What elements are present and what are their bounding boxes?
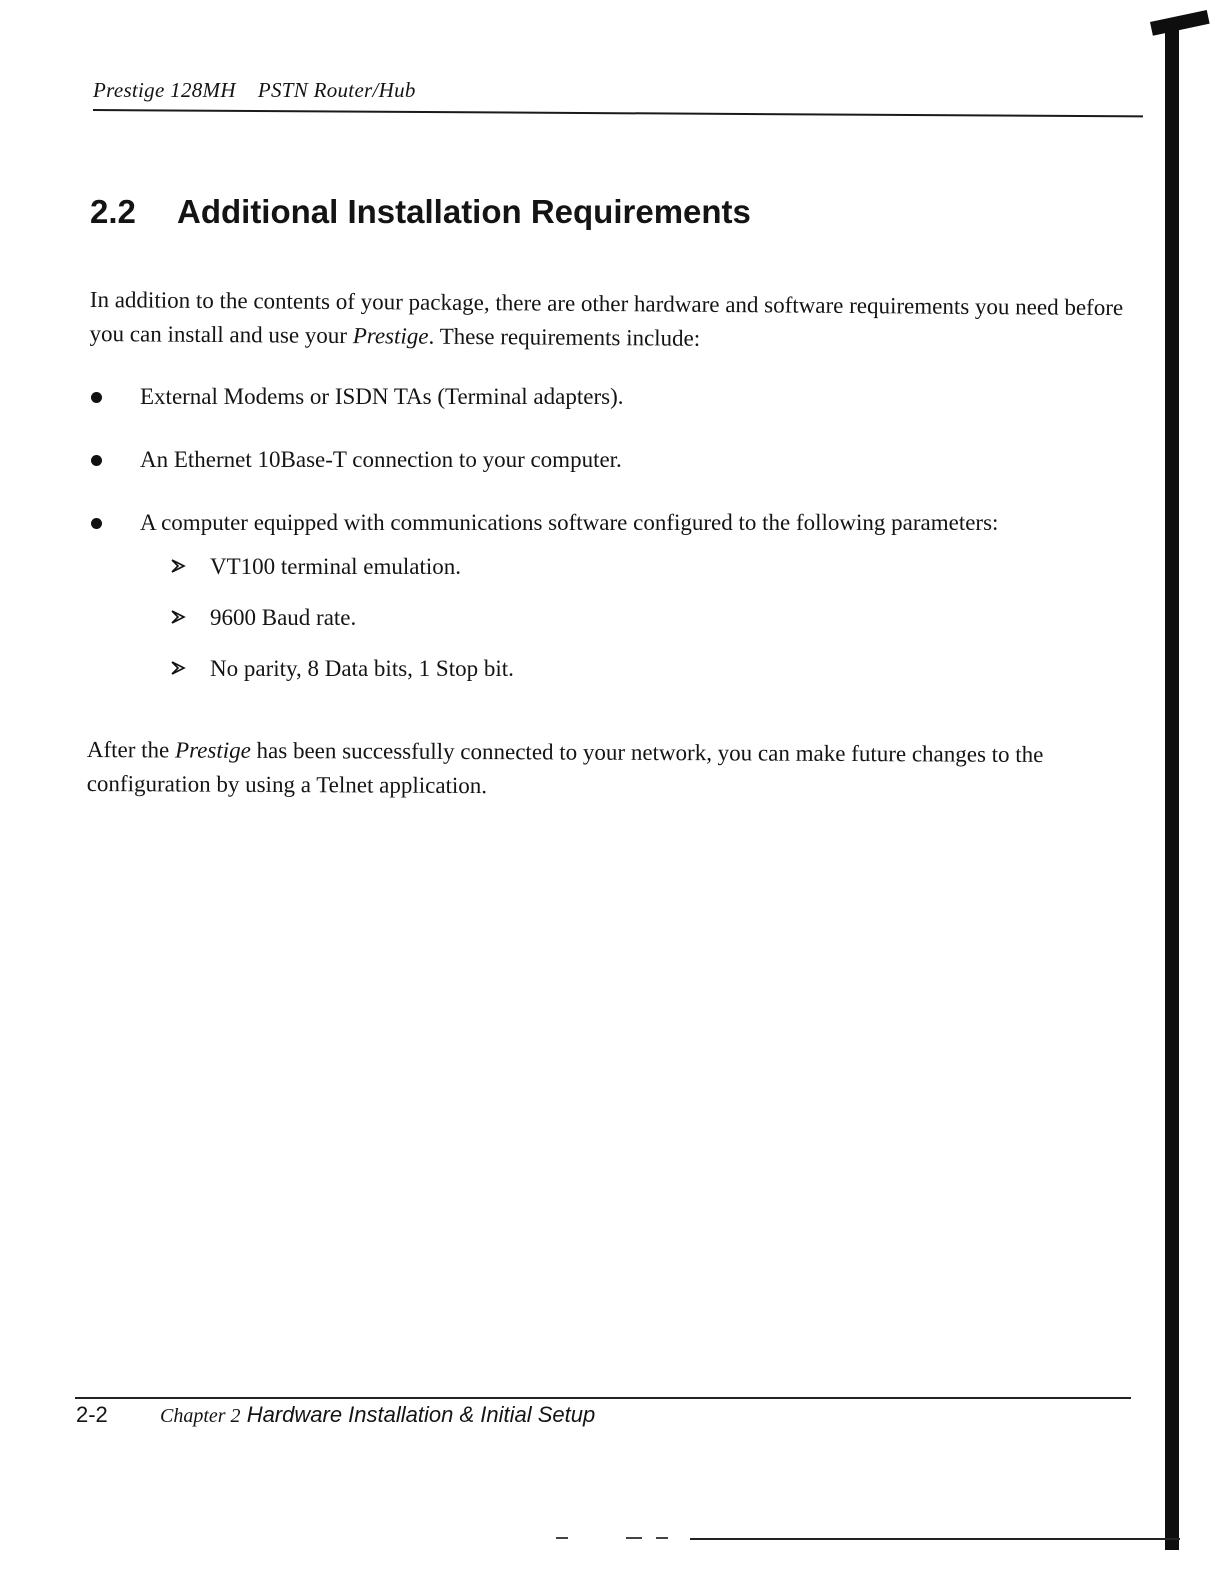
header-subtitle: PSTN Router/Hub xyxy=(257,78,416,102)
bullet-icon xyxy=(91,392,102,403)
scan-bottom-line xyxy=(690,1538,1180,1540)
scan-edge xyxy=(1165,30,1179,1550)
intro-text-1: In addition to the contents of your package, there are other hardware and software requirements you need before you can install and use your xyxy=(89,286,1124,349)
closing-text-1: After the xyxy=(86,736,176,763)
section-title-text: Additional Installation Requirements xyxy=(177,193,751,230)
scan-edge-top xyxy=(1150,10,1210,36)
intro-paragraph xyxy=(89,283,1130,359)
footer-rule xyxy=(75,1397,1131,1399)
parameter-item xyxy=(140,550,1148,584)
requirements-list xyxy=(88,380,1148,703)
header-rule xyxy=(93,109,1143,117)
requirement-text: External Modems or ISDN TAs (Terminal adapters). xyxy=(140,384,624,409)
arrow-bullet-icon xyxy=(170,558,186,574)
scan-dash xyxy=(556,1537,568,1539)
closing-paragraph xyxy=(87,733,1137,806)
list-item xyxy=(88,506,1148,686)
parameter-list xyxy=(140,550,1148,686)
arrow-bullet-icon xyxy=(170,609,186,625)
intro-product-name: Prestige xyxy=(352,323,429,349)
requirement-text: A computer equipped with communications software configured to the following parameters: xyxy=(140,510,999,535)
section-number: 2.2 xyxy=(90,193,136,230)
parameter-text: 9600 Baud rate. xyxy=(210,605,357,630)
parameter-item xyxy=(140,601,1148,635)
parameter-text: VT100 terminal emulation. xyxy=(210,554,462,579)
closing-text-2: has been successfully connected to your network, you can make future changes to the configuration by using a Telnet application. xyxy=(86,737,1044,799)
bullet-icon xyxy=(91,455,102,466)
list-item xyxy=(88,380,1148,414)
list-item xyxy=(88,443,1148,477)
running-header xyxy=(93,78,416,103)
arrow-bullet-icon xyxy=(170,660,186,676)
scan-dash xyxy=(656,1537,668,1539)
scan-dash xyxy=(626,1537,642,1539)
parameter-item xyxy=(140,652,1148,686)
header-product: Prestige 128MH xyxy=(93,78,236,102)
intro-text-2: . These requirements include: xyxy=(428,323,701,351)
page-number: 2-2 xyxy=(76,1402,108,1427)
chapter-caption xyxy=(160,1402,595,1427)
parameter-text: No parity, 8 Data bits, 1 Stop bit. xyxy=(210,656,514,681)
bullet-icon xyxy=(91,518,102,529)
requirement-text: An Ethernet 10Base-T connection to your computer. xyxy=(140,447,622,472)
chapter-label: Chapter 2 xyxy=(160,1405,241,1427)
chapter-title: Hardware Installation & Initial Setup xyxy=(246,1402,596,1427)
closing-product-name: Prestige xyxy=(174,737,251,763)
page-footer xyxy=(76,1402,595,1428)
section-title xyxy=(90,193,751,231)
